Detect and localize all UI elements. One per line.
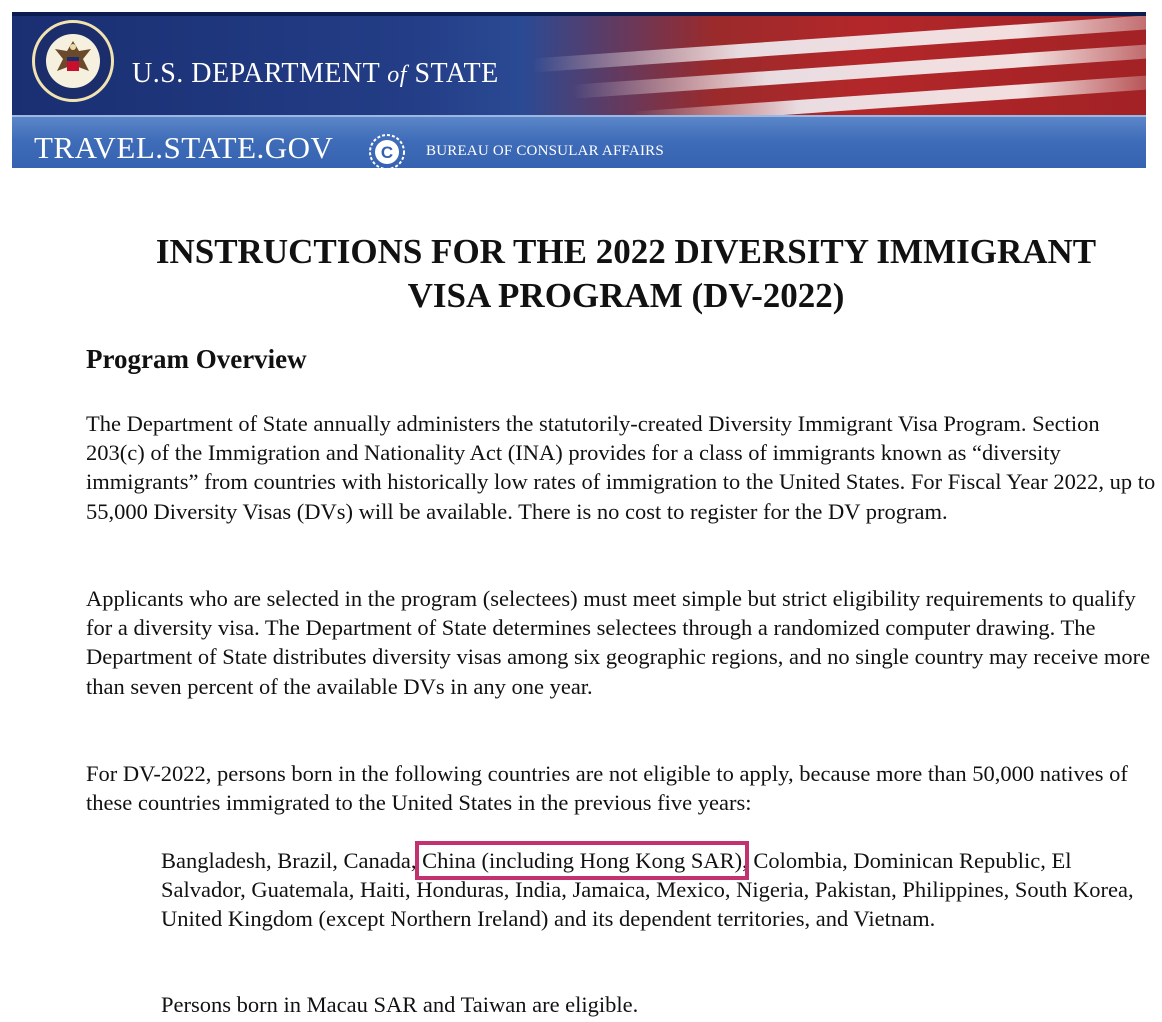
- site-banner: [12, 12, 1146, 168]
- consular-affairs-c-icon[interactable]: [368, 133, 406, 168]
- state-seal-icon[interactable]: [32, 20, 114, 102]
- ineligible-intro-paragraph: For DV-2022, persons born in the following countries are not eligible to apply, because more than 50,000 natives of these countries immigrated to the United States in the previous five years:: [86, 761, 1128, 816]
- department-title-suffix: STATE: [414, 58, 499, 89]
- department-title-prefix: U.S. DEPARTMENT: [132, 58, 380, 89]
- overview-paragraph-1: The Department of State annually administers the statutorily-created Diversity Immigrant Visa Program. Section 203(c) of the Immigration and Nationality Act (INA) provides for a class of immigrants known as “diversity immigrants” from countries with historically low rates of immigration to the United States. For Fiscal Year 2022, up to 55,000 Diversity Visas (DVs) will be available. There is no cost to register for the DV program.: [86, 411, 1156, 524]
- section-heading: Program Overview: [86, 344, 307, 374]
- document-title-line1: INSTRUCTIONS FOR THE 2022 DIVERSITY IMMIGRANT: [155, 232, 1097, 271]
- svg-text:C: C: [380, 143, 394, 162]
- overview-paragraph-2: Applicants who are selected in the program (selectees) must meet simple but strict eligibility requirements to qualify for a diversity visa. The Department of State determines selectees through a randomized computer drawing. The Department of State distributes diversity visas among six geographic regions, and no single country may receive more than seven percent of the available DVs in any one year.: [86, 586, 1151, 699]
- document-title-line2: VISA PROGRAM (DV-2022): [407, 276, 845, 315]
- site-name-link[interactable]: TRAVEL.STATE.GOV: [34, 130, 334, 165]
- eligible-note: Persons born in Macau SAR and Taiwan are eligible.: [161, 992, 639, 1017]
- document-title: [60, 230, 1162, 318]
- countries-after: , Colombia, Dominican Republic, El Salvador, Guatemala, Haiti, Honduras, India, Jamaica, Mexico, Nigeria, Pakistan, Philippines, South Korea, United Kingdom (except Northern Ireland) and its dependent territories, and Vietnam.: [161, 848, 1134, 932]
- department-title[interactable]: [132, 58, 499, 90]
- countries-before: Bangladesh, Brazil, Canada,: [161, 848, 423, 873]
- bureau-name: BUREAU OF CONSULAR AFFAIRS: [426, 143, 664, 159]
- highlighted-country: China (including Hong Kong SAR): [422, 848, 743, 873]
- banner-top-line: [12, 12, 1146, 16]
- ineligible-countries-list: [161, 846, 1156, 934]
- department-title-of: of: [387, 62, 407, 88]
